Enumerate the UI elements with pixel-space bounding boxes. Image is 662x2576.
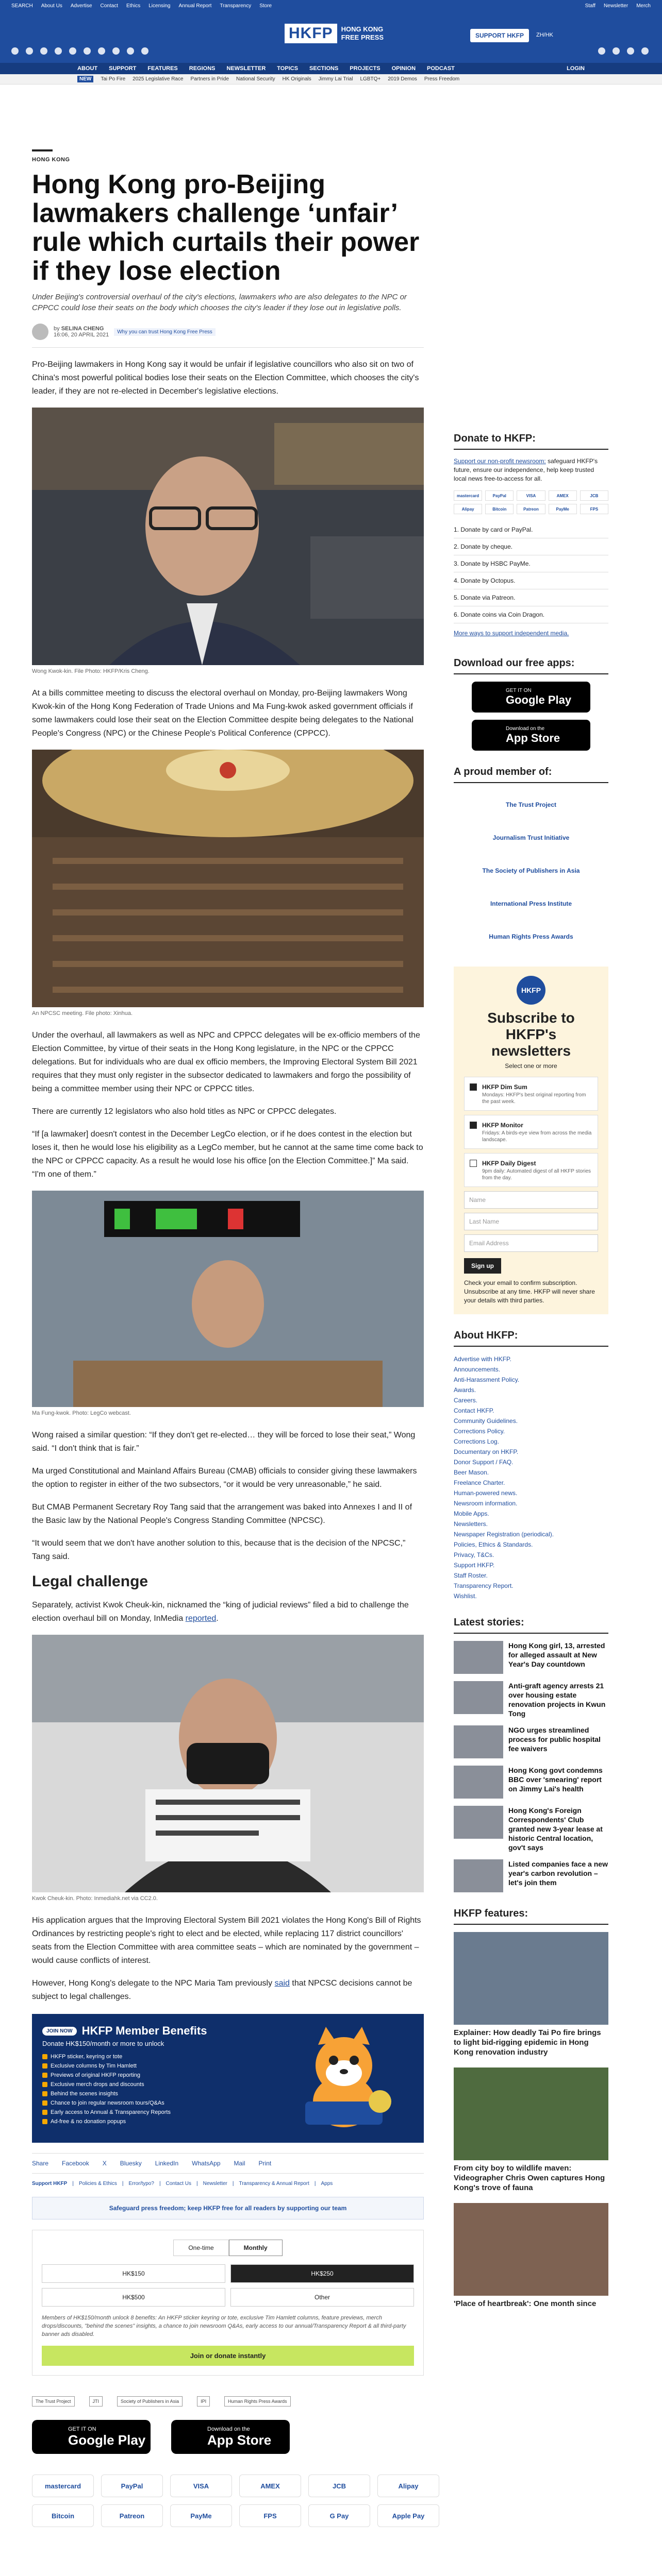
paragraph: [32, 1977, 424, 2004]
photo-npcsc-meeting: [32, 750, 424, 1007]
share-bluesky[interactable]: Bluesky: [120, 2160, 142, 2167]
story-title[interactable]: NGO urges streamlined process for public hospital fee waivers: [508, 1726, 601, 1753]
nav-about[interactable]: ABOUT: [77, 65, 98, 72]
logo-jti[interactable]: JTI: [89, 2396, 103, 2406]
site-logo[interactable]: [285, 24, 384, 43]
about-link[interactable]: Documentary on HKFP.: [454, 1448, 519, 1455]
paragraph: Ma urged Constitutional and Mainland Affairs Bureau (CMAB) officials to consider giving these lawmakers the option to register in either of the two subsectors, “or it would be very unreasonable,” he said.: [32, 1467, 417, 1489]
bullet-icon: [42, 2063, 47, 2069]
benefit-text: Behind the scenes insights: [51, 2091, 118, 2097]
newsletter-option[interactable]: [464, 1153, 598, 1187]
story-title[interactable]: Hong Kong's Foreign Correspondents' Club granted new 3-year lease at historic Central location, gov't says: [508, 1806, 603, 1852]
logo-ipi[interactable]: International Press Institute: [490, 900, 572, 907]
bullet-icon: [42, 2100, 47, 2106]
donate-intro-text: safeguard HKFP's future, ensure our independence, help keep trusted local news free-to-access for all.: [454, 457, 598, 482]
applepay-icon: Apple Pay: [377, 2504, 439, 2527]
photo-ma-fung-kwok: [32, 1191, 424, 1407]
google-play-line-1: GET IT ON: [506, 687, 532, 693]
support-hkfp-button[interactable]: SUPPORT HKFP: [470, 29, 529, 42]
sidebar: [454, 433, 608, 2319]
donate-method[interactable]: 4. Donate by Octopus.: [454, 572, 608, 589]
feature-title[interactable]: From city boy to wildlife maven: Videographer Chris Owen captures Hong Kong's trove of fauna: [454, 2164, 605, 2192]
rss-icon[interactable]: [141, 47, 148, 55]
member-heading: A proud member of:: [454, 766, 608, 783]
story-thumbnail[interactable]: [454, 1681, 503, 1714]
footer-link[interactable]: Apps: [321, 2181, 333, 2187]
support-newsroom-link[interactable]: Support our non-profit newsroom:: [454, 457, 546, 465]
bottom-member-logos: [32, 2396, 424, 2406]
story-thumbnail[interactable]: [454, 1859, 503, 1892]
signup-note: Check your email to confirm subscription. Unsubscribe at any time. HKFP will never share your details with third parties.: [464, 1279, 595, 1304]
last-name-field[interactable]: Last Name: [464, 1213, 598, 1230]
x-icon[interactable]: [26, 47, 33, 55]
member-benefits-banner[interactable]: [32, 2014, 424, 2143]
story-thumbnail[interactable]: [454, 1725, 503, 1758]
footer-link[interactable]: Policies & Ethics: [78, 2181, 117, 2187]
inmedia-report-link[interactable]: reported: [185, 1614, 217, 1623]
topbar-link-staff[interactable]: Staff: [585, 3, 595, 9]
donate-method[interactable]: 5. Donate via Patreon.: [454, 589, 608, 606]
google-play-line-2: Google Play: [506, 693, 572, 706]
alipay-icon: Alipay: [377, 2475, 439, 2497]
bullet-icon: [42, 2091, 47, 2096]
feature-image[interactable]: [454, 2067, 608, 2160]
checkbox[interactable]: [470, 1160, 477, 1167]
newsletter-desc: Fridays: A birds-eye view from across the media landscape.: [482, 1130, 592, 1143]
section-heading: Legal challenge: [32, 1573, 148, 1590]
bitcoin-icon: Bitcoin: [485, 504, 514, 514]
masthead: [0, 11, 662, 63]
paragraph: Under the overhaul, all lawmakers as well as NPC and CPPCC delegates will be ex-officio members of the Election Committee, by virtue of their seats in the Hong Kong legislature, in the NPC or the CPPCC delegations. But for individuals who are dual ex officio members, the Improving Electoral System Bill 2021 requires that they must only register in the subsector dedicated to lawmakers and forgo the possibility of being a committee member using their NPC or CPPCC titles.: [32, 1031, 420, 1093]
newsletter-name: HKFP Daily Digest: [482, 1160, 536, 1167]
benefit-text: Chance to join regular newsroom tours/Q&As: [51, 2100, 164, 2106]
benefit-text: HKFP sticker, keyring or tote: [51, 2054, 123, 2060]
photo-caption: Kwok Cheuk-kin. Photo: Inmediahk.net via CC2.0.: [32, 1895, 158, 1902]
paragraph: There are currently 12 legislators who also hold titles as NPC or CPPCC delegates.: [32, 1107, 337, 1116]
share-linkedin[interactable]: LinkedIn: [155, 2160, 179, 2167]
newsletter-option-text: [482, 1082, 592, 1105]
google-play-line-1: GET IT ON: [68, 2426, 96, 2432]
facebook-icon[interactable]: [11, 47, 19, 55]
paragraph-text: that NPCSC decisions cannot be subject to legal challenges.: [32, 1979, 412, 2001]
newsletter-option[interactable]: [464, 1077, 598, 1111]
topbar-link-about[interactable]: About Us: [41, 3, 62, 9]
latest-story[interactable]: [454, 1766, 608, 1799]
photo-wong-kwok-kin: [32, 408, 424, 665]
logo-mark: HKFP: [285, 24, 337, 43]
trending-link[interactable]: Partners in Pride: [190, 76, 229, 82]
about-heading: About HKFP:: [454, 1330, 608, 1347]
donate-method[interactable]: 6. Donate coins via Coin Dragon.: [454, 606, 608, 623]
about-link[interactable]: Community Guidelines.: [454, 1417, 518, 1425]
photo-caption: Ma Fung-kwok. Photo: LegCo webcast.: [32, 1410, 131, 1416]
youtube-icon[interactable]: [55, 47, 62, 55]
paypal-icon: PayPal: [101, 2475, 163, 2497]
feature-title[interactable]: Explainer: How deadly Tai Po fire brings to light bid-rigging epidemic in Hong Kong renovation industry: [454, 2028, 601, 2057]
bluesky-icon[interactable]: [112, 47, 120, 55]
trending-link[interactable]: Press Freedom: [424, 76, 460, 82]
story-thumbnail[interactable]: [454, 1766, 503, 1799]
about-link[interactable]: Careers.: [454, 1397, 478, 1404]
author-name[interactable]: SELINA CHENG: [61, 326, 104, 332]
paragraph: At a bills committee meeting to discuss the electoral overhaul on Monday, pro-Beijing lawmakers Wong Kwok-kin of the Hong Kong Federation of Trade Unions and Ma Fung-kwok asked government officials if some lawmakers could lose their seat on the Election Committee despite being delegates to the National People's Congress (NPC) or the Chinese People's Political Conference (CPPCC).: [32, 689, 413, 738]
fps-icon: FPS: [580, 504, 608, 514]
logo-hrpa[interactable]: Human Rights Press Awards: [224, 2396, 290, 2406]
benefit-text: Ad-free & no donation popups: [51, 2119, 126, 2125]
visa-icon: VISA: [517, 490, 545, 501]
logo-jti[interactable]: Journalism Trust Initiative: [492, 834, 570, 841]
safeguard-banner: Safeguard press freedom; keep HKFP free for all readers by supporting our team: [32, 2197, 424, 2219]
logo-hrpa[interactable]: Human Rights Press Awards: [489, 933, 573, 940]
bullet-icon: [42, 2119, 47, 2124]
trending-link[interactable]: 2025 Legislative Race: [133, 76, 184, 82]
amount-other[interactable]: Other: [230, 2288, 414, 2307]
story-title[interactable]: Hong Kong govt condemns BBC over 'smearing' report on Jimmy Lai's health: [508, 1766, 603, 1793]
photo-image: [32, 1191, 424, 1407]
about-link[interactable]: Support HKFP.: [454, 1562, 495, 1569]
visa-icon: VISA: [170, 2475, 232, 2497]
about-link[interactable]: Corrections Policy.: [454, 1428, 505, 1435]
new-badge: NEW: [77, 76, 93, 82]
join-donate-button[interactable]: Join or donate instantly: [42, 2346, 414, 2366]
main-nav: [0, 63, 662, 74]
paragraph-text: However, Hong Kong's delegate to the NPC Maria Tam previously: [32, 1979, 275, 1988]
signup-button[interactable]: Sign up: [464, 1258, 501, 1274]
language-switch[interactable]: ZH/HK: [536, 32, 553, 38]
photo-image: [32, 1635, 424, 1892]
benefit-text: Exclusive merch drops and discounts: [51, 2081, 144, 2088]
topbar-link-store[interactable]: Store: [259, 3, 272, 9]
feature-title[interactable]: 'Place of heartbreak': One month since: [454, 2299, 597, 2308]
sidebar-payment-icons: [454, 490, 608, 514]
payme-icon: PayMe: [170, 2504, 232, 2527]
alipay-icon: Alipay: [454, 504, 482, 514]
paragraph-text: .: [216, 1614, 219, 1623]
share-label: Share: [32, 2160, 49, 2167]
about-link[interactable]: Contact HKFP.: [454, 1407, 494, 1414]
latest-heading: Latest stories:: [454, 1617, 608, 1634]
nav-regions[interactable]: REGIONS: [189, 65, 216, 72]
share-mail[interactable]: Mail: [234, 2160, 245, 2167]
google-play-badge[interactable]: [32, 2420, 151, 2454]
share-facebook[interactable]: Facebook: [62, 2160, 89, 2167]
paragraph: Wong raised a similar question: “If they don't get re-elected… they will be forced to lose their seat,” Wong said. “I don't think that is fair.”: [32, 1431, 416, 1453]
topbar-link-annual-report[interactable]: Annual Report: [178, 3, 212, 9]
author-avatar: [32, 324, 48, 340]
patreon-icon: Patreon: [101, 2504, 163, 2527]
amount-250[interactable]: HK$250: [230, 2264, 414, 2283]
app-store-badge[interactable]: [171, 2420, 290, 2454]
paragraph: [32, 1599, 424, 1625]
trending-link[interactable]: 2019 Demos: [388, 76, 417, 82]
gpay-icon: G Pay: [308, 2504, 370, 2527]
donate-heading: Donate to HKFP:: [454, 433, 608, 450]
app-store-badges: [32, 2420, 424, 2454]
topbar-link-licensing[interactable]: Licensing: [148, 3, 171, 9]
jcb-icon: JCB: [308, 2475, 370, 2497]
about-link[interactable]: Human-powered news.: [454, 1489, 518, 1497]
utility-bar: [0, 0, 662, 11]
bullet-icon: [42, 2073, 47, 2078]
latest-story[interactable]: [454, 1641, 608, 1674]
checkbox[interactable]: [470, 1122, 477, 1129]
spotify-icon[interactable]: [641, 47, 649, 55]
paragraph: Pro-Beijing lawmakers in Hong Kong say it would be unfair if legislative councillors who also sit on two of China's most powerful political bodies lose their seats on the Election Committee, which chooses the city's leader, if they are not re-elected in December's legislative elections.: [32, 360, 419, 396]
article-title: Hong Kong pro-Beijing lawmakers challenge ‘unfair’ rule which curtails their power if they lose election: [32, 170, 420, 286]
photo-image: [32, 750, 424, 1007]
logo-trust-project[interactable]: The Trust Project: [32, 2396, 75, 2406]
trending-link[interactable]: HK Originals: [282, 76, 311, 82]
footer-link[interactable]: Transparency & Annual Report: [239, 2181, 309, 2187]
latest-story[interactable]: [454, 1859, 608, 1892]
topbar-link-merch[interactable]: Merch: [636, 3, 651, 9]
email-field[interactable]: Email Address: [464, 1234, 598, 1252]
share-whatsapp[interactable]: WhatsApp: [192, 2160, 221, 2167]
mastercard-icon: mastercard: [32, 2475, 94, 2497]
paragraph: “If [a lawmaker] doesn't contest in the December LegCo election, or if he does contest in the election but loses it, then he would lose his eligibility as a LegCo member, but he cannot at the same time come back to the NPC or CPPCC capacity. As a result he would lose his office [on the Election Committee.]” Ma said. “I'm one of them.”: [32, 1130, 423, 1179]
about-link[interactable]: Announcements.: [454, 1366, 501, 1373]
newsletter-option[interactable]: [464, 1115, 598, 1149]
nav-newsletter[interactable]: NEWSLETTER: [226, 65, 266, 72]
story-title[interactable]: Anti-graft agency arrests 21 over housing estate renovation projects in Kwun Tong: [508, 1682, 606, 1718]
amex-icon: AMEX: [239, 2475, 301, 2497]
topbar-link-contact[interactable]: Contact: [100, 3, 118, 9]
topbar-link-newsletter[interactable]: Newsletter: [603, 3, 628, 9]
one-time-option[interactable]: One-time: [173, 2240, 228, 2256]
topbar-link-transparency[interactable]: Transparency: [220, 3, 252, 9]
member-note: Members of HK$150/month unlock 8 benefits: An HKFP sticker keyring or tote, exclusive Tim Hamlett columns, feature previews, merch drops/discounts, "behind the scenes" insights, a chance to join newsroom Q&As, early access to our annual/Transparency Report & all third-party banner ads disabled.: [42, 2315, 406, 2337]
newsletter-signup: [454, 967, 608, 1314]
nav-opinion[interactable]: OPINION: [391, 65, 416, 72]
first-name-field[interactable]: Name: [464, 1191, 598, 1209]
donate-method[interactable]: 3. Donate by HSBC PayMe.: [454, 555, 608, 572]
nav-topics[interactable]: TOPICS: [277, 65, 299, 72]
logo-trust-project[interactable]: The Trust Project: [505, 801, 557, 808]
trending-link[interactable]: LGBTQ+: [360, 76, 381, 82]
share-x[interactable]: X: [102, 2160, 107, 2167]
article-category[interactable]: HONG KONG: [32, 157, 70, 163]
trust-link[interactable]: Why you can trust Hong Kong Free Press: [114, 328, 216, 336]
article-date: 16:06, 20 APRIL 2021: [54, 332, 109, 338]
amount-150[interactable]: HK$150: [42, 2264, 225, 2283]
topbar-link-ethics[interactable]: Ethics: [126, 3, 141, 9]
feature-image[interactable]: [454, 1932, 608, 2025]
about-link[interactable]: Donor Support / FAQ.: [454, 1459, 514, 1466]
amount-options: [42, 2264, 414, 2307]
benefit-text: Early access to Annual & Transparency Reports: [51, 2109, 171, 2115]
nav-podcast[interactable]: PODCAST: [427, 65, 455, 72]
mastercard-icon: mastercard: [454, 490, 482, 501]
social-icons-right: [598, 47, 649, 55]
nav-projects[interactable]: PROJECTS: [350, 65, 380, 72]
amex-icon: AMEX: [549, 490, 577, 501]
footer-link[interactable]: Contact Us: [166, 2181, 192, 2187]
about-link[interactable]: Beer Mason.: [454, 1469, 489, 1476]
about-link[interactable]: Mobile Apps.: [454, 1510, 489, 1517]
app-store-badge[interactable]: [472, 720, 590, 751]
paragraph: But CMAB Permanent Secretary Roy Tang said that the arrangement was baked into Annexes I and II of the Basic law by the National People's Congress Standing Committee (NPCSC).: [32, 1503, 412, 1525]
logo-wordmark: [341, 25, 384, 42]
app-store-line-1: Download on the: [207, 2426, 250, 2432]
fps-icon: FPS: [239, 2504, 301, 2527]
monthly-option[interactable]: Monthly: [229, 2240, 283, 2256]
newsletter-option-text: [482, 1121, 592, 1143]
payment-icons: [32, 2475, 424, 2527]
about-link[interactable]: Newsroom information.: [454, 1500, 518, 1507]
patreon-icon[interactable]: [598, 47, 605, 55]
paragraph: “It would seem that we don't have another solution to this, because that is the decision of the NPCSC,” Tang said.: [32, 1539, 406, 1561]
author-block: by SELINA CHENG 16:06, 20 APRIL 2021: [54, 326, 109, 338]
logo-sopa[interactable]: The Society of Publishers in Asia: [482, 867, 580, 874]
article-footer-links: Support HKFP | Policies & Ethics | Error/typo? | Contact Us | Newsletter | Transparency & Annual Report | Apps: [32, 2181, 333, 2187]
donation-widget: [32, 2230, 424, 2376]
about-link[interactable]: Corrections Log.: [454, 1438, 500, 1445]
app-store-line-1: Download on the: [506, 725, 545, 732]
nav-sections[interactable]: SECTIONS: [309, 65, 339, 72]
story-title[interactable]: Listed companies face a new year's carbon revolution – let's join them: [508, 1860, 608, 1887]
newsletter-name: HKFP Monitor: [482, 1122, 523, 1129]
divider: [32, 347, 424, 348]
about-link[interactable]: Staff Roster.: [454, 1572, 488, 1579]
frequency-toggle: [42, 2240, 414, 2256]
footer-link[interactable]: Support HKFP: [32, 2181, 68, 2187]
patreon-icon: Patreon: [517, 504, 545, 514]
google-play-badge[interactable]: [472, 682, 590, 713]
about-link[interactable]: Newspaper Registration (periodical).: [454, 1531, 554, 1538]
feature-image[interactable]: [454, 2203, 608, 2296]
trending-link[interactable]: National Security: [236, 76, 275, 82]
newsletter-desc: 9pm daily: Automated digest of all HKFP stories from the day.: [482, 1168, 591, 1181]
about-link[interactable]: Anti-Harassment Policy.: [454, 1376, 520, 1383]
about-link[interactable]: Newsletters.: [454, 1520, 488, 1528]
social-icons-left: [11, 47, 148, 55]
topbar-link-advertise[interactable]: Advertise: [70, 3, 92, 9]
newsletter-badge: HKFP: [517, 976, 545, 1005]
newsletter-subtitle: Select one or more: [505, 1062, 557, 1070]
footer-link[interactable]: Error/typo?: [128, 2181, 154, 2187]
logo-sopa[interactable]: Society of Publishers in Asia: [117, 2396, 183, 2406]
benefit-text: Exclusive columns by Tim Hamlett: [51, 2063, 137, 2069]
paragraph-text: Separately, activist Kwok Cheuk-kin, nicknamed the “king of judicial reviews” filed a bid to challenge the election overhaul bill on Monday, InMedia: [32, 1601, 409, 1623]
photo-kwok-cheuk-kin: [32, 1635, 424, 1892]
trending-bar: [0, 74, 662, 84]
about-links: [454, 1354, 608, 1601]
byline: [32, 324, 424, 340]
newsletter-desc: Mondays: HKFP's best original reporting from the past week.: [482, 1092, 586, 1105]
app-store-line-2: App Store: [207, 2432, 272, 2448]
trending-link[interactable]: Tai Po Fire: [101, 76, 126, 82]
story-thumbnail[interactable]: [454, 1806, 503, 1839]
article-standfirst: Under Beijing's controversial overhaul of the city's elections, lawmakers who are also delegates to the NPC or CPPCC could lose their seats on the body which chooses the city's leader if they lose out in legislative polls.: [32, 293, 407, 312]
payme-icon: PayMe: [549, 504, 577, 514]
app-store-line-2: App Store: [506, 731, 560, 744]
member-banner-title: HKFP Member Benefits: [81, 2024, 207, 2037]
latest-story[interactable]: [454, 1725, 608, 1758]
logo-ipi[interactable]: IPI: [197, 2396, 210, 2406]
mastodon-icon[interactable]: [613, 47, 620, 55]
paypal-icon: PayPal: [485, 490, 514, 501]
about-link[interactable]: Wishlist.: [454, 1592, 477, 1600]
instagram-icon[interactable]: [40, 47, 47, 55]
donate-methods: [454, 521, 608, 623]
story-title[interactable]: Hong Kong girl, 13, arrested for alleged assault at New Year's Day countdown: [508, 1641, 605, 1668]
more-ways-link[interactable]: More ways to support independent media.: [454, 630, 569, 637]
newsletter-option-text: [482, 1159, 592, 1181]
mascot-illustration: [295, 2024, 393, 2127]
nav-login[interactable]: LOGIN: [567, 65, 585, 72]
tiktok-icon[interactable]: [627, 47, 634, 55]
article: [32, 149, 424, 2527]
features-heading: HKFP features:: [454, 1908, 608, 1925]
about-link[interactable]: Freelance Charter.: [454, 1479, 505, 1486]
bullet-icon: [42, 2110, 47, 2115]
logo-line-1: HONG KONG: [341, 25, 384, 33]
maria-tam-said-link[interactable]: said: [274, 1979, 290, 1988]
share-bar: [32, 2153, 424, 2174]
nav-features[interactable]: FEATURES: [147, 65, 178, 72]
join-now-badge[interactable]: JOIN NOW: [42, 2027, 77, 2036]
latest-story[interactable]: [454, 1806, 608, 1852]
google-play-line-2: Google Play: [68, 2432, 146, 2448]
about-link[interactable]: Policies, Ethics & Standards.: [454, 1541, 533, 1548]
donate-intro: [454, 457, 608, 483]
about-link[interactable]: Privacy, T&Cs.: [454, 1551, 494, 1558]
newsletter-name: HKFP Dim Sum: [482, 1083, 527, 1091]
nav-support[interactable]: SUPPORT: [109, 65, 137, 72]
photo-image: [32, 408, 424, 665]
category-rule: [32, 149, 53, 151]
benefit-text: Previews of original HKFP reporting: [51, 2072, 141, 2078]
bullet-icon: [42, 2082, 47, 2087]
bitcoin-icon: Bitcoin: [32, 2504, 94, 2527]
photo-caption: Wong Kwok-kin. File Photo: HKFP/Kris Cheng.: [32, 668, 150, 674]
donate-method[interactable]: 2. Donate by cheque.: [454, 538, 608, 555]
about-link[interactable]: Advertise with HKFP.: [454, 1355, 511, 1363]
latest-story[interactable]: [454, 1681, 608, 1718]
jcb-icon: JCB: [580, 490, 608, 501]
paragraph: His application argues that the Improving Electoral System Bill 2021 violates the Hong Kong's Bill of Rights Ordinances by restricting people's right to elect and be elected, while replacing 117 district councillors' seats from the Election Committee with area committee seats – which are nominated by the government – would cause conflicts of interest.: [32, 1916, 421, 1965]
story-thumbnail[interactable]: [454, 1641, 503, 1674]
trending-link[interactable]: Jimmy Lai Trial: [318, 76, 353, 82]
whatsapp-icon[interactable]: [84, 47, 91, 55]
telegram-icon[interactable]: [69, 47, 76, 55]
about-link[interactable]: Awards.: [454, 1386, 476, 1394]
linkedin-icon[interactable]: [127, 47, 134, 55]
search-link[interactable]: SEARCH: [11, 3, 33, 9]
apps-heading: Download our free apps:: [454, 657, 608, 674]
member-banner-subtitle: Donate HK$150/month or more to unlock: [42, 2040, 164, 2047]
threads-icon[interactable]: [98, 47, 105, 55]
photo-caption: An NPCSC meeting. File photo: Xinhua.: [32, 1010, 133, 1016]
checkbox[interactable]: [470, 1083, 477, 1091]
about-link[interactable]: Transparency Report.: [454, 1582, 514, 1589]
donate-method[interactable]: 1. Donate by card or PayPal.: [454, 521, 608, 538]
amount-500[interactable]: HK$500: [42, 2288, 225, 2307]
bullet-icon: [42, 2054, 47, 2059]
newsletter-title: Subscribe to HKFP's newsletters: [487, 1010, 575, 1059]
footer-link[interactable]: Newsletter: [203, 2181, 227, 2187]
share-print[interactable]: Print: [258, 2160, 272, 2167]
logo-line-2: FREE PRESS: [341, 33, 384, 41]
